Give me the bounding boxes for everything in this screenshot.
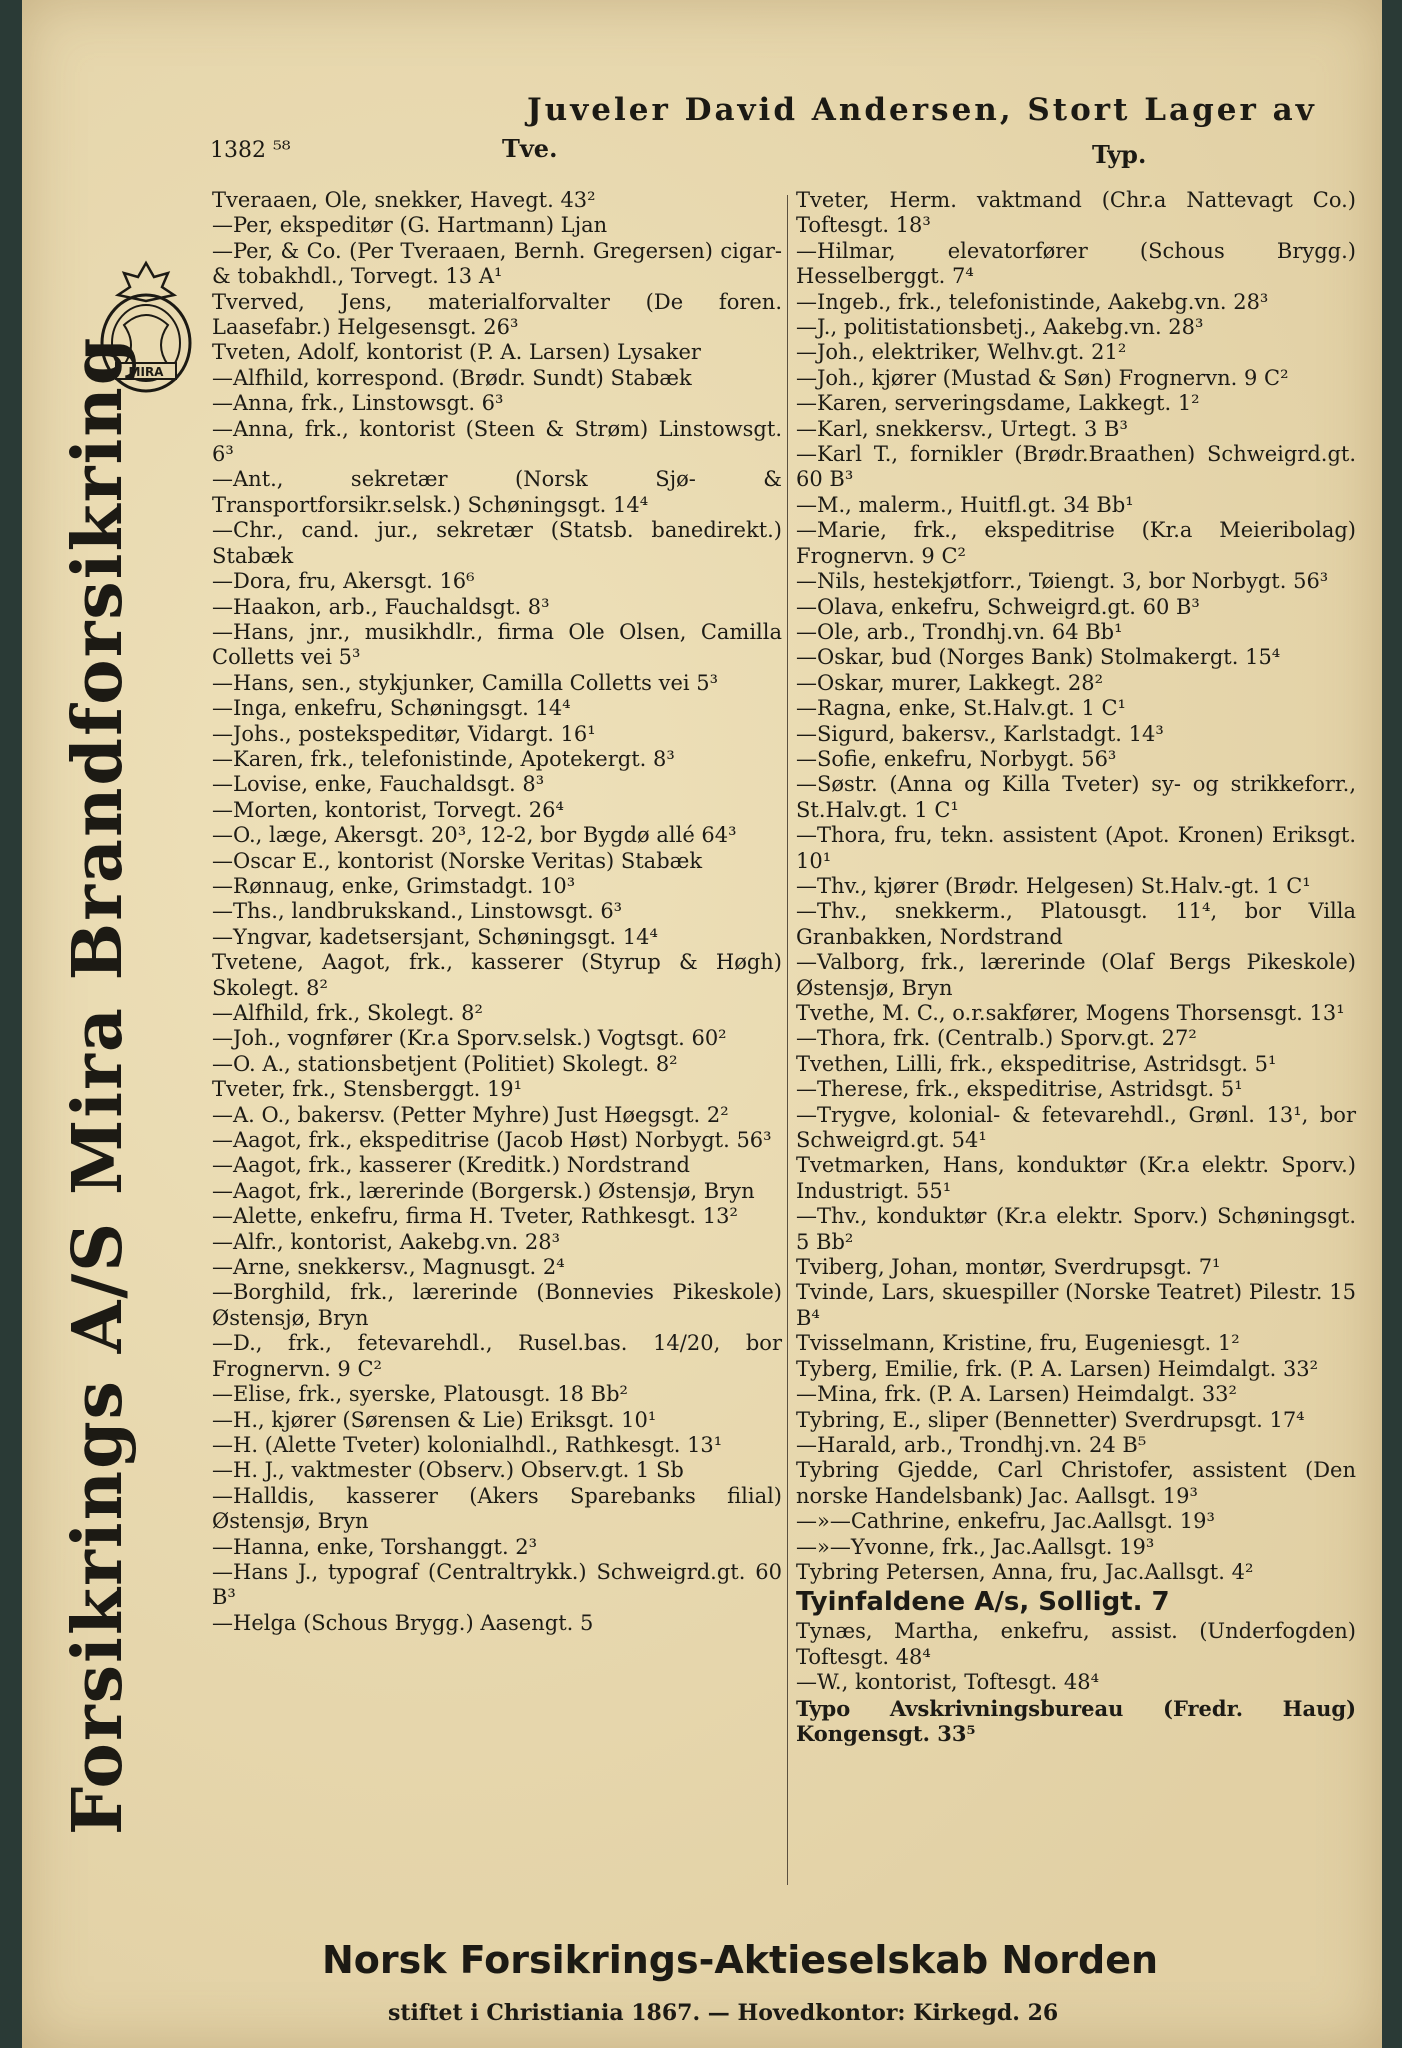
left-column-heading: Tve. — [502, 134, 558, 163]
directory-entry: Tyberg, Emilie, frk. (P. A. Larsen) Heimdalgt. 33² — [796, 1356, 1319, 1381]
directory-entry: Typo Avskrivningsbureau (Fredr. Haug) Kongensgt. 33⁵ — [796, 1695, 1356, 1746]
directory-entry: —Hanna, enke, Torshanggt. 2³ — [212, 1534, 538, 1559]
directory-entry: Tveten, Adolf, kontorist (P. A. Larsen) Lysaker — [212, 340, 701, 365]
directory-entry: —O., læge, Akersgt. 20³, 12-2, bor Bygdø allé 64³ — [212, 823, 737, 848]
column-divider — [787, 195, 788, 1885]
directory-entry: —Karen, frk., telefonistinde, Apotekergt. 8³ — [212, 746, 675, 771]
directory-entry: —Trygve, kolonial- & fetevarehdl., Grønl. 13¹, bor Schweigrd.gt. 54¹ — [796, 1102, 1356, 1153]
directory-entry: —Thv., kjører (Brødr. Helgesen) St.Halv.-gt. 1 C¹ — [796, 873, 1311, 898]
directory-entry: —Joh., vognfører (Kr.a Sporv.selsk.) Vogtsgt. 60² — [212, 1026, 727, 1051]
directory-entry: —Elise, frk., syerske, Platousgt. 18 Bb² — [212, 1382, 628, 1407]
directory-entry: —Alette, enkefru, firma H. Tveter, Rathkesgt. 13² — [212, 1204, 738, 1229]
directory-entry: —Nils, hestekjøtforr., Tøiengt. 3, bor Norbygt. 56³ — [796, 569, 1329, 594]
left-column — [212, 188, 782, 1636]
directory-entry: —A. O., bakersv. (Petter Myhre) Just Høegsgt. 2² — [212, 1102, 729, 1127]
directory-entry: —Ths., landbrukskand., Linstowsgt. 6³ — [212, 899, 623, 924]
directory-entry: —Karl, snekkersv., Urtegt. 3 B³ — [796, 416, 1128, 441]
directory-entry: —Helga (Schous Brygg.) Aasengt. 5 — [212, 1610, 594, 1635]
directory-entry: —Aagot, frk., lærerinde (Borgersk.) Østensjø, Bryn — [212, 1178, 755, 1203]
directory-entry: Tybring Gjedde, Carl Christofer, assistent (Den norske Handelsbank) Jac. Aallsgt. 19³ — [796, 1458, 1356, 1508]
directory-entry: —Søstr. (Anna og Killa Tveter) sy- og strikkeforr., St.Halv.gt. 1 C¹ — [796, 772, 1356, 822]
directory-entry: —Joh., elektriker, Welhv.gt. 21² — [796, 340, 1127, 365]
directory-entry: —Ragna, enke, St.Halv.gt. 1 C¹ — [796, 696, 1126, 721]
directory-entry: —Dora, fru, Akersgt. 16⁶ — [212, 569, 475, 594]
right-column-heading: Typ. — [1092, 140, 1147, 169]
directory-entry: Tvetmarken, Hans, konduktør (Kr.a elektr. Sporv.) Industrigt. 55¹ — [796, 1153, 1356, 1203]
directory-entry: —Arne, snekkersv., Magnusgt. 2⁴ — [212, 1255, 565, 1280]
directory-entry: —Rønnaug, enke, Grimstadgt. 10³ — [212, 873, 576, 898]
top-advertisement: Juveler David Andersen, Stort Lager av — [527, 92, 1317, 128]
page-number: 1382 ⁵⁸ — [210, 138, 291, 163]
directory-entry: —Anna, frk., Linstowsgt. 6³ — [212, 391, 504, 416]
directory-entry: —H. (Alette Tveter) kolonialhdl., Rathkesgt. 13¹ — [212, 1432, 723, 1457]
directory-entry: —Marie, frk., ekspeditrise (Kr.a Meieribolag) Frognervn. 9 C² — [796, 518, 1356, 568]
directory-entry: Tvethe, M. C., o.r.sakfører, Mogens Thorsensgt. 13¹ — [796, 1001, 1345, 1025]
directory-entry: —Valborg, frk., lærerinde (Olaf Bergs Pikeskole) Østensjø, Bryn — [796, 950, 1356, 1000]
directory-entry: —Sofie, enkefru, Norbygt. 56³ — [796, 746, 1117, 771]
directory-entry: Tvethen, Lilli, frk., ekspeditrise, Astridsgt. 5¹ — [796, 1051, 1277, 1076]
directory-entry: —Hans J., typograf (Centraltrykk.) Schweigrd.gt. 60 B³ — [212, 1559, 782, 1610]
directory-entry: Tybring Petersen, Anna, fru, Jac.Aallsgt. 4² — [796, 1559, 1254, 1584]
directory-entry: —»—Yvonne, frk., Jac.Aallsgt. 19³ — [796, 1534, 1155, 1559]
directory-entry: —O. A., stationsbetjent (Politiet) Skolegt. 8² — [212, 1051, 678, 1076]
directory-entry: —Thora, fru, tekn. assistent (Apot. Kronen) Eriksgt. 10¹ — [796, 823, 1356, 873]
directory-entry: —Oscar E., kontorist (Norske Veritas) Stabæk — [212, 848, 703, 873]
directory-entry: —Ant., sekretær (Norsk Sjø- & Transportforsikr.selsk.) Schøningsgt. 14⁴ — [212, 467, 782, 517]
directory-entry: Tvinde, Lars, skuespiller (Norske Teatret) Pilestr. 15 B⁴ — [796, 1280, 1356, 1330]
right-column — [796, 188, 1356, 1746]
directory-entry: —Hilmar, elevatorfører (Schous Brygg.) Hesselberggt. 7⁴ — [796, 238, 1356, 289]
directory-entry: —Chr., cand. jur., sekretær (Statsb. banedirekt.) Stabæk — [212, 518, 782, 568]
directory-entry: —J., politistationsbetj., Aakebg.vn. 28³ — [796, 315, 1204, 340]
directory-entry: —H. J., vaktmester (Observ.) Observ.gt. 1 Sb — [212, 1458, 684, 1483]
directory-entry: —Ingeb., frk., telefonistinde, Aakebg.vn. 28³ — [796, 289, 1269, 314]
directory-entry: —Joh., kjører (Mustad & Søn) Frognervn. 9 C² — [796, 365, 1289, 390]
directory-entry: Tvisselmann, Kristine, fru, Eugeniesgt. 1² — [796, 1331, 1240, 1356]
directory-entry: —Per, ekspeditør (G. Hartmann) Ljan — [212, 213, 608, 238]
directory-entry: —Thora, frk. (Centralb.) Sporv.gt. 27² — [796, 1026, 1197, 1051]
directory-entry: —Borghild, frk., lærerinde (Bonnevies Pikeskole) Østensjø, Bryn — [212, 1280, 782, 1330]
directory-entry: —W., kontorist, Toftesgt. 48⁴ — [796, 1670, 1100, 1695]
directory-entry: —Johs., postekspeditør, Vidargt. 16¹ — [212, 721, 596, 746]
directory-entry: —D., frk., fetevarehdl., Rusel.bas. 14/20, bor Frognervn. 9 C² — [212, 1331, 782, 1381]
directory-entry: —Thv., konduktør (Kr.a elektr. Sporv.) Schøningsgt. 5 Bb² — [796, 1204, 1356, 1254]
directory-entry: —H., kjører (Sørensen & Lie) Eriksgt. 10¹ — [212, 1407, 657, 1432]
directory-entry: —Mina, frk. (P. A. Larsen) Heimdalgt. 33² — [796, 1382, 1237, 1407]
directory-entry: —Inga, enkefru, Schøningsgt. 14⁴ — [212, 696, 571, 721]
directory-entry: Tveter, Herm. vaktmand (Chr.a Nattevagt Co.) Toftesgt. 18³ — [796, 188, 1356, 238]
directory-entry: —Sigurd, bakersv., Karlstadgt. 14³ — [796, 721, 1164, 746]
directory-entry: —Morten, kontorist, Torvegt. 26⁴ — [212, 797, 564, 822]
directory-entry: —Karen, serveringsdame, Lakkegt. 1² — [796, 391, 1200, 416]
directory-entry: —M., malerm., Huitfl.gt. 34 Bb¹ — [796, 492, 1134, 517]
directory-entry: Tvetene, Aagot, frk., kasserer (Styrup & Høgh) Skolegt. 8² — [212, 950, 782, 1000]
directory-entry: —Halldis, kasserer (Akers Sparebanks filial) Østensjø, Bryn — [212, 1483, 782, 1534]
directory-entry: —Olava, enkefru, Schweigrd.gt. 60 B³ — [796, 594, 1200, 619]
directory-entry: Tveraaen, Ole, snekker, Havegt. 43² — [212, 188, 596, 212]
directory-entry: Tynæs, Martha, enkefru, assist. (Underfogden) Toftesgt. 48⁴ — [796, 1619, 1356, 1669]
directory-entry: —»—Cathrine, enkefru, Jac.Aallsgt. 19³ — [796, 1509, 1215, 1534]
directory-entry: —Aagot, frk., kasserer (Kreditk.) Nordstrand — [212, 1153, 690, 1178]
directory-entry: Tveter, frk., Stensberggt. 19¹ — [212, 1077, 523, 1102]
directory-entry: —Hans, sen., stykjunker, Camilla Colletts vei 5³ — [212, 670, 719, 695]
directory-entry: —Aagot, frk., ekspeditrise (Jacob Høst) Norbygt. 56³ — [212, 1128, 772, 1153]
directory-entry: Tviberg, Johan, montør, Sverdrupsgt. 7¹ — [796, 1255, 1221, 1280]
emblem-text: MIRA — [128, 365, 164, 379]
directory-entry: —Anna, frk., kontorist (Steen & Strøm) Linstowsgt. 6³ — [212, 416, 782, 467]
directory-entry: Tverved, Jens, materialforvalter (De foren. Laasefabr.) Helgesensgt. 26³ — [212, 289, 782, 340]
side-advertisement: Forsikrings A/S Mira Brandforsikring — [58, 335, 138, 1835]
directory-entry: —Yngvar, kadetsersjant, Schøningsgt. 14⁴ — [212, 924, 658, 949]
directory-page — [22, 0, 1382, 2048]
directory-entry: —Therese, frk., ekspeditrise, Astridsgt. 5¹ — [796, 1077, 1243, 1102]
directory-entry: —Oskar, murer, Lakkegt. 28² — [796, 670, 1104, 695]
footer-advertisement-subtitle: stiftet i Christiania 1867. — Hovedkontor: Kirkegd. 26 — [388, 2000, 1059, 2026]
directory-entry: —Alfhild, korrespond. (Brødr. Sundt) Stabæk — [212, 365, 692, 390]
directory-entry: —Lovise, enke, Fauchaldsgt. 8³ — [212, 772, 545, 797]
directory-entry: —Karl T., fornikler (Brødr.Braathen) Schweigrd.gt. 60 B³ — [796, 442, 1356, 492]
directory-entry: Tyinfaldene A/s, Solligt. 7 — [796, 1587, 1170, 1618]
directory-entry: —Oskar, bud (Norges Bank) Stolmakergt. 15⁴ — [796, 645, 1281, 670]
directory-entry: —Ole, arb., Trondhj.vn. 64 Bb¹ — [796, 619, 1123, 644]
footer-advertisement-title: Norsk Forsikrings-Aktieselskab Norden — [322, 1938, 1159, 1982]
directory-entry: —Thv., snekkerm., Platousgt. 11⁴, bor Villa Granbakken, Nordstrand — [796, 899, 1356, 949]
directory-entry: —Harald, arb., Trondhj.vn. 24 B⁵ — [796, 1432, 1147, 1457]
directory-entry: Tybring, E., sliper (Bennetter) Sverdrupsgt. 17⁴ — [796, 1407, 1305, 1432]
directory-entry: —Hans, jnr., musikhdlr., firma Ole Olsen, Camilla Colletts vei 5³ — [212, 619, 782, 670]
directory-entry: —Alfhild, frk., Skolegt. 8² — [212, 1001, 483, 1025]
directory-entry: —Haakon, arb., Fauchaldsgt. 8³ — [212, 594, 550, 619]
directory-entry: —Per, & Co. (Per Tveraaen, Bernh. Gregersen) cigar- & tobakhdl., Torvegt. 13 A¹ — [212, 238, 782, 289]
directory-entry: —Alfr., kontorist, Aakebg.vn. 28³ — [212, 1229, 560, 1254]
